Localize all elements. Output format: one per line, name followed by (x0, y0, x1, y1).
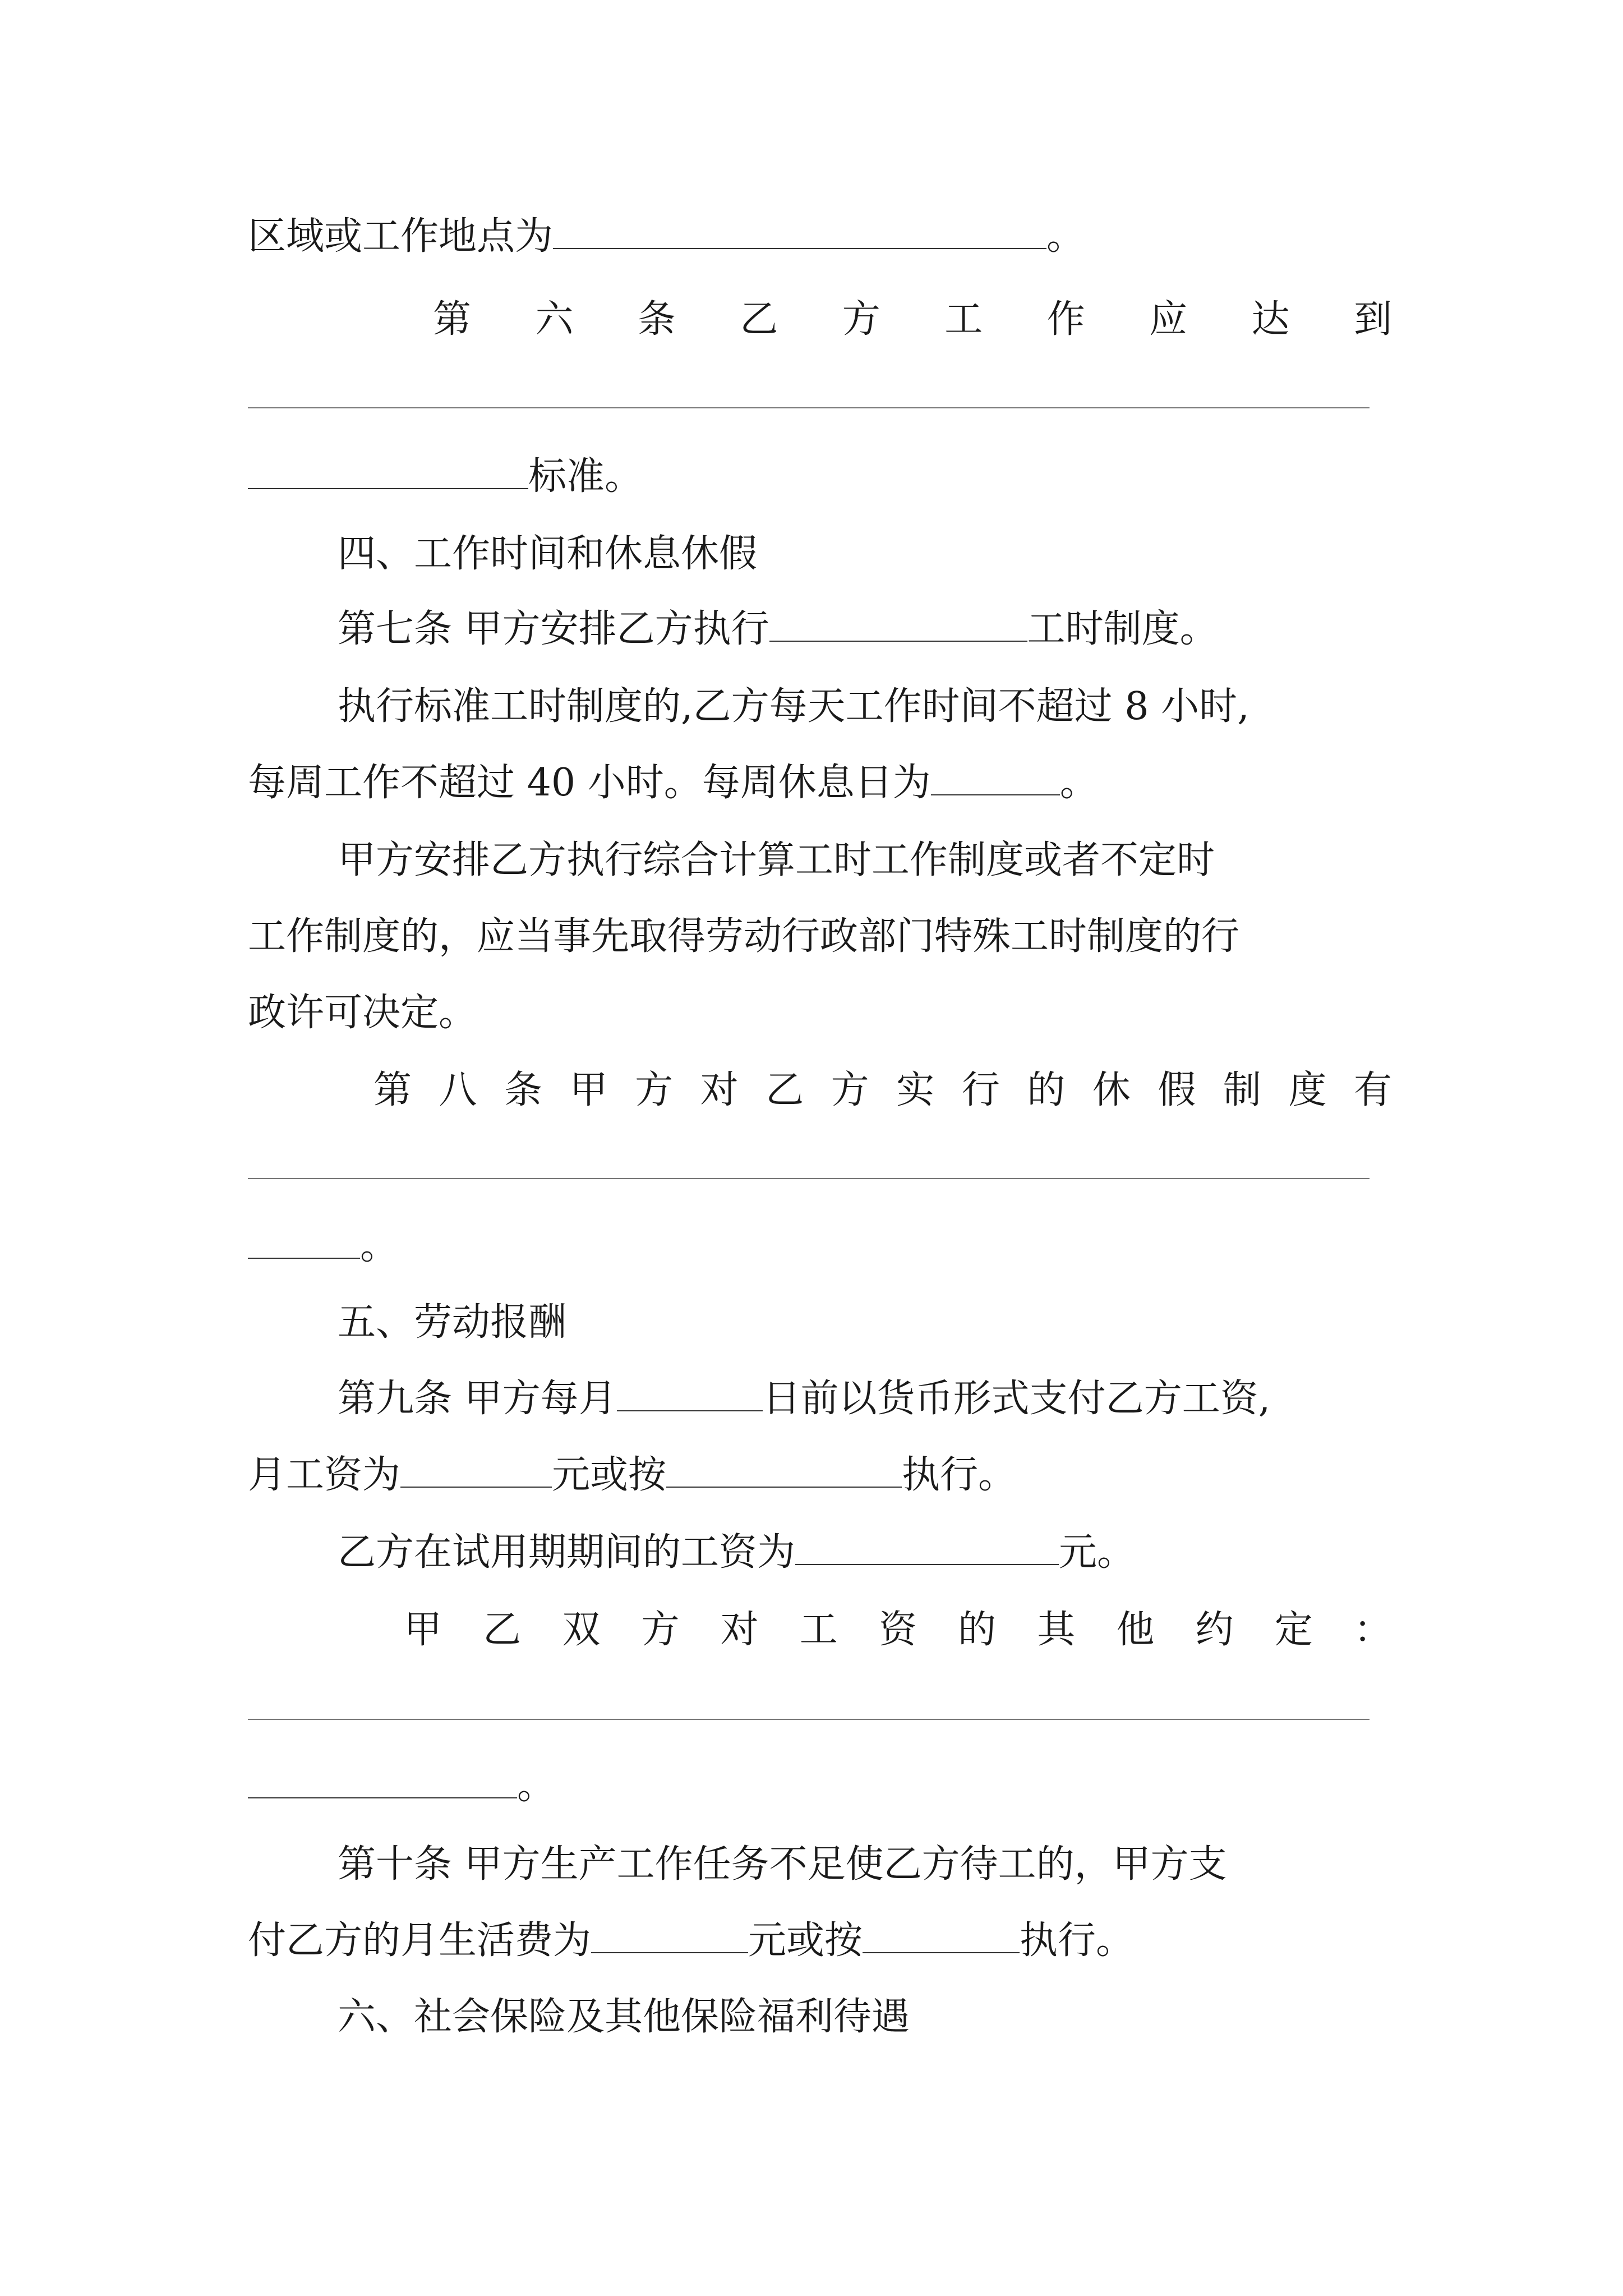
weekly-hours-line (248, 755, 1392, 811)
char: 他 (1116, 1608, 1155, 1652)
work-location-line (248, 209, 1392, 265)
char: 方 (831, 1068, 869, 1112)
blank-field[interactable] (248, 1218, 360, 1259)
text: 乙方在试用期期间的工资为 (338, 1530, 796, 1575)
char: 度 (1288, 1068, 1327, 1112)
blank-field[interactable] (931, 755, 1060, 795)
char: 方 (842, 297, 880, 342)
text: 区域或工作地点为 (248, 214, 554, 259)
blank-field[interactable] (666, 1447, 902, 1488)
blank-field[interactable] (863, 1913, 1020, 1953)
char: 的 (958, 1608, 997, 1652)
char: 应 (1149, 297, 1188, 342)
char: 工 (944, 297, 983, 342)
blank-field[interactable] (248, 1758, 517, 1798)
char: 第 (433, 297, 472, 342)
text: 。 (360, 1224, 399, 1268)
text: 月工资为 (248, 1453, 401, 1497)
text: 第七条 甲方安排乙方执行 (338, 607, 769, 651)
text: 元或按 (552, 1453, 667, 1497)
char: 双 (562, 1608, 601, 1652)
trial-wage-line (338, 1525, 1482, 1581)
char: 乙 (766, 1068, 804, 1112)
article-10-line: 第十条 甲方生产工作任务不足使乙方待工的，甲方支 (338, 1842, 1227, 1887)
monthly-wage-line (248, 1447, 1392, 1503)
char: 的 (1027, 1068, 1066, 1112)
char: 对 (720, 1608, 759, 1652)
text: 执行。 (902, 1453, 1017, 1497)
living-allowance-line (248, 1913, 1392, 1969)
standard-line (248, 449, 1392, 505)
char: 休 (1092, 1068, 1131, 1112)
char: 作 (1046, 297, 1085, 342)
char: 约 (1195, 1608, 1234, 1652)
blank-field[interactable] (553, 209, 1046, 249)
article-8-end-line (248, 1218, 1392, 1274)
blank-field[interactable] (795, 1525, 1059, 1565)
char: 定 (1274, 1608, 1313, 1652)
blank-field[interactable] (591, 1913, 748, 1953)
standard-hours-line: 执行标准工时制度的,乙方每天工作时间不超过 8 小时, (338, 684, 1249, 729)
text: 每周工作不超过 40 小时。每周休息日为 (248, 761, 931, 805)
other-agreement-end-line (248, 1758, 1392, 1814)
section-5-heading: 五、劳动报酬 (338, 1300, 567, 1345)
blank-field[interactable] (400, 1447, 552, 1488)
char: 资 (878, 1608, 917, 1652)
char: 实 (896, 1068, 935, 1112)
section-4-heading: 四、工作时间和休息休假 (338, 532, 758, 576)
article-8-line (374, 1062, 1392, 1119)
char: ： (1353, 1608, 1392, 1652)
char: 对 (700, 1068, 739, 1112)
char: 达 (1251, 297, 1290, 342)
text: 。 (1059, 761, 1098, 805)
text: 工时制度。 (1027, 607, 1218, 651)
char: 甲 (404, 1608, 442, 1652)
text: 。 (1046, 214, 1085, 259)
char: 制 (1223, 1068, 1261, 1112)
char: 方 (635, 1068, 674, 1112)
text: 第九条 甲方每月 (338, 1377, 617, 1421)
text: 。 (517, 1764, 556, 1808)
char: 条 (504, 1068, 543, 1112)
other-agreement-line (404, 1602, 1392, 1658)
blank-field[interactable] (617, 1371, 763, 1411)
text: 元或按 (748, 1918, 863, 1963)
char: 工 (799, 1608, 838, 1652)
text: 付乙方的月生活费为 (248, 1918, 592, 1963)
blank-rule (248, 1719, 1370, 1720)
char: 其 (1037, 1608, 1076, 1652)
paragraph-line: 甲方安排乙方执行综合计算工时工作制度或者不定时 (338, 838, 1215, 882)
blank-rule (248, 407, 1370, 408)
article-9-line (338, 1371, 1482, 1427)
text: 元。 (1059, 1530, 1136, 1575)
char: 行 (961, 1068, 1000, 1112)
char: 到 (1353, 297, 1392, 342)
char: 八 (439, 1068, 477, 1112)
text: 日前以货币形式支付乙方工资, (762, 1377, 1271, 1421)
article-6-line (433, 292, 1392, 348)
blank-rule (248, 1178, 1370, 1179)
article-7-line (338, 601, 1482, 657)
char: 有 (1353, 1068, 1392, 1112)
char: 第 (374, 1068, 412, 1112)
paragraph-line: 政许可决定。 (248, 991, 477, 1035)
char: 甲 (569, 1068, 608, 1112)
char: 乙 (483, 1608, 522, 1652)
char: 六 (535, 297, 574, 342)
char: 条 (637, 297, 676, 342)
blank-field[interactable] (248, 449, 528, 489)
text: 标准。 (528, 454, 643, 499)
char: 乙 (740, 297, 778, 342)
char: 假 (1158, 1068, 1196, 1112)
char: 方 (641, 1608, 680, 1652)
blank-field[interactable] (769, 601, 1027, 642)
text: 执行。 (1020, 1918, 1135, 1963)
paragraph-line: 工作制度的，应当事先取得劳动行政部门特殊工时制度的行 (248, 914, 1240, 959)
section-6-heading: 六、社会保险及其他保险福利待遇 (338, 1995, 910, 2039)
